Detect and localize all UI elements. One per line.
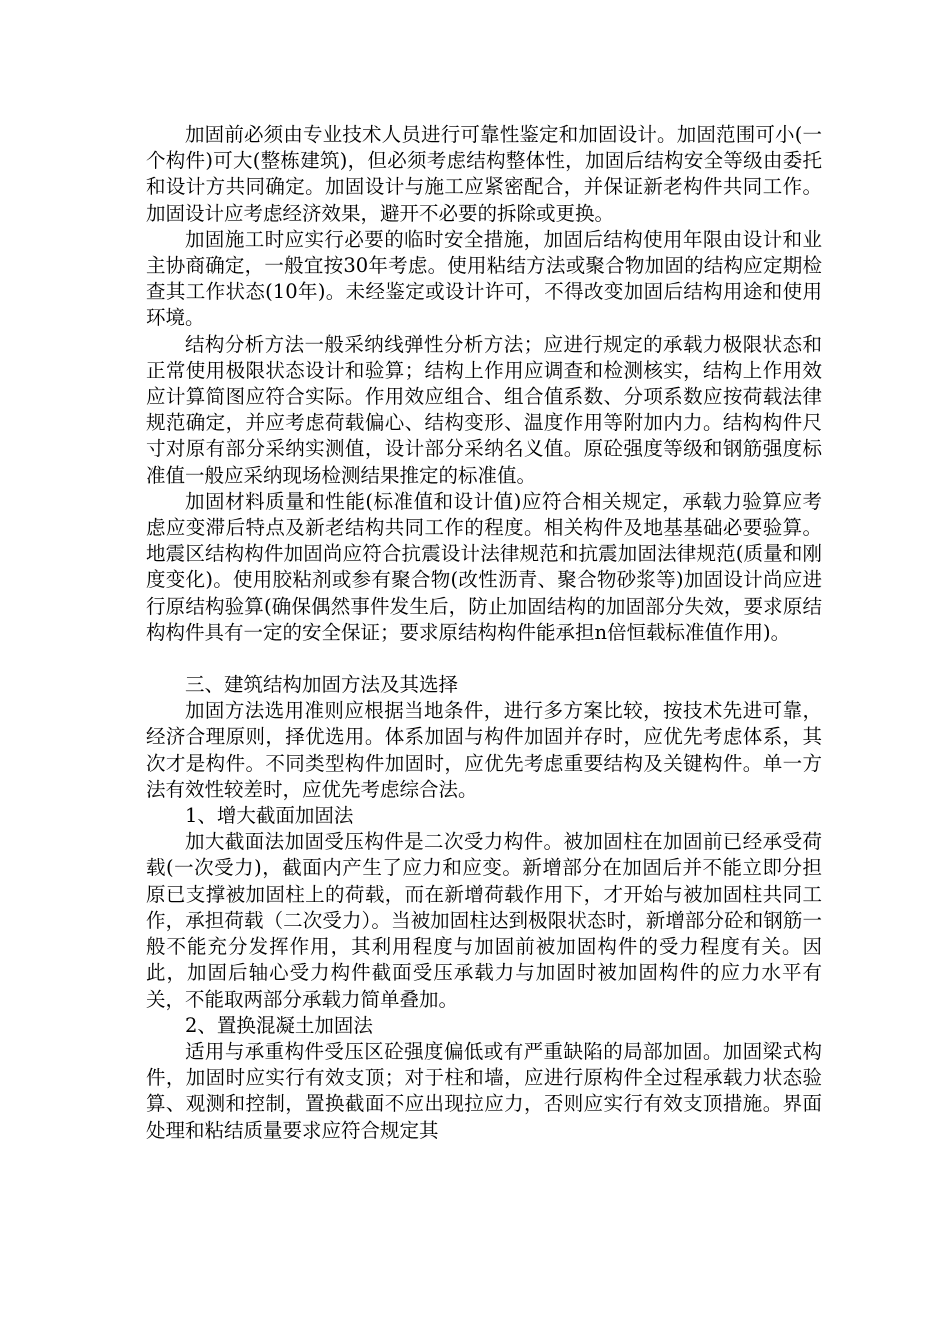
section-spacer: [146, 646, 822, 672]
paragraph-enlarged-section: 加大截面法加固受压构件是二次受力构件。被加固柱在加固前已经承受荷载(一次受力)，截面内产生了应力和应变。新增部分在加固后并不能立即分担原已支撑被加固柱上的荷载，而在新增荷载作用下，才开始与被加固柱共同工作，承担荷载（二次受力）。当被加固柱达到极限状态时，新增部分砼和钢筋一般不能充分发挥作用，其利用程度与加固前被加固构件的受力程度有关。因此，加固后轴心受力构件截面受压承载力与加固时被加固构件的应力水平有关，不能取两部分承载力简单叠加。: [146, 830, 822, 1011]
paragraph-reinforcement-design: 加固前必须由专业技术人员进行可靠性鉴定和加固设计。加固范围可小(一个构件)可大(整栋建筑)，但必须考虑结构整体性，加固后结构安全等级由委托和设计方共同确定。加固设计与施工应紧密配合，并保证新老构件共同工作。加固设计应考虑经济效果，避开不必要的拆除或更换。: [146, 123, 822, 225]
paragraph-method-selection: 加固方法选用准则应根据当地条件，进行多方案比较，按技术先进可靠，经济合理原则，择优选用。体系加固与构件加固并存时，应优先考虑体系，其次才是构件。不同类型构件加固时，应优先考虑重要结构及关键构件。单一方法有效性较差时，应优先考虑综合法。: [146, 699, 822, 801]
paragraph-construction-safety: 加固施工时应实行必要的临时安全措施，加固后结构使用年限由设计和业主协商确定，一般宜按30年考虑。使用粘结方法或聚合物加固的结构应定期检查其工作状态(10年)。未经鉴定或设计许可，不得改变加固后结构用途和使用环境。: [146, 227, 822, 330]
section-heading-methods: 三、建筑结构加固方法及其选择: [185, 673, 459, 697]
paragraph-concrete-replacement: 适用与承重构件受压区砼强度偏低或有严重缺陷的局部加固。加固梁式构件，加固时应实行有效支顶；对于柱和墙，应进行原构件全过程承载力状态验算、观测和控制，置换截面不应出现拉应力，否则应实行有效支顶措施。界面处理和粘结质量要求应符合规定其: [146, 1039, 822, 1142]
subheading-enlarged-section: 1、增大截面加固法: [185, 804, 354, 828]
paragraph-structural-analysis: 结构分析方法一般采纳线弹性分析方法；应进行规定的承载力极限状态和正常使用极限状态设计和验算；结构上作用应调查和检测核实，结构上作用效应计算简图应符合实际。作用效应组合、组合值系数、分项系数应按荷载法律规范确定，并应考虑荷载偏心、结构变形、温度作用等附加内力。结构构件尺寸对原有部分采纳实测值，设计部分采纳名义值。原砼强度等级和钢筋强度标准值一般应采纳现场检测结果推定的标准值。: [146, 332, 822, 487]
paragraph-material-quality: 加固材料质量和性能(标准值和设计值)应符合相关规定，承载力验算应考虑应变滞后特点及新老结构共同工作的程度。相关构件及地基基础必要验算。地震区结构构件加固尚应符合抗震设计法律规范和抗震加固法律规范(质量和刚度变化)。使用胶粘剂或参有聚合物(改性沥青、聚合物砂浆等)加固设计尚应进行原结构验算(确保偶然事件发生后，防止加固结构的加固部分失效，要求原结构构件具有一定的安全保证；要求原结构构件能承担n倍恒载标准值作用)。: [146, 489, 822, 644]
subheading-concrete-replacement: 2、置换混凝土加固法: [185, 1013, 373, 1037]
document-body: [146, 122, 822, 1144]
